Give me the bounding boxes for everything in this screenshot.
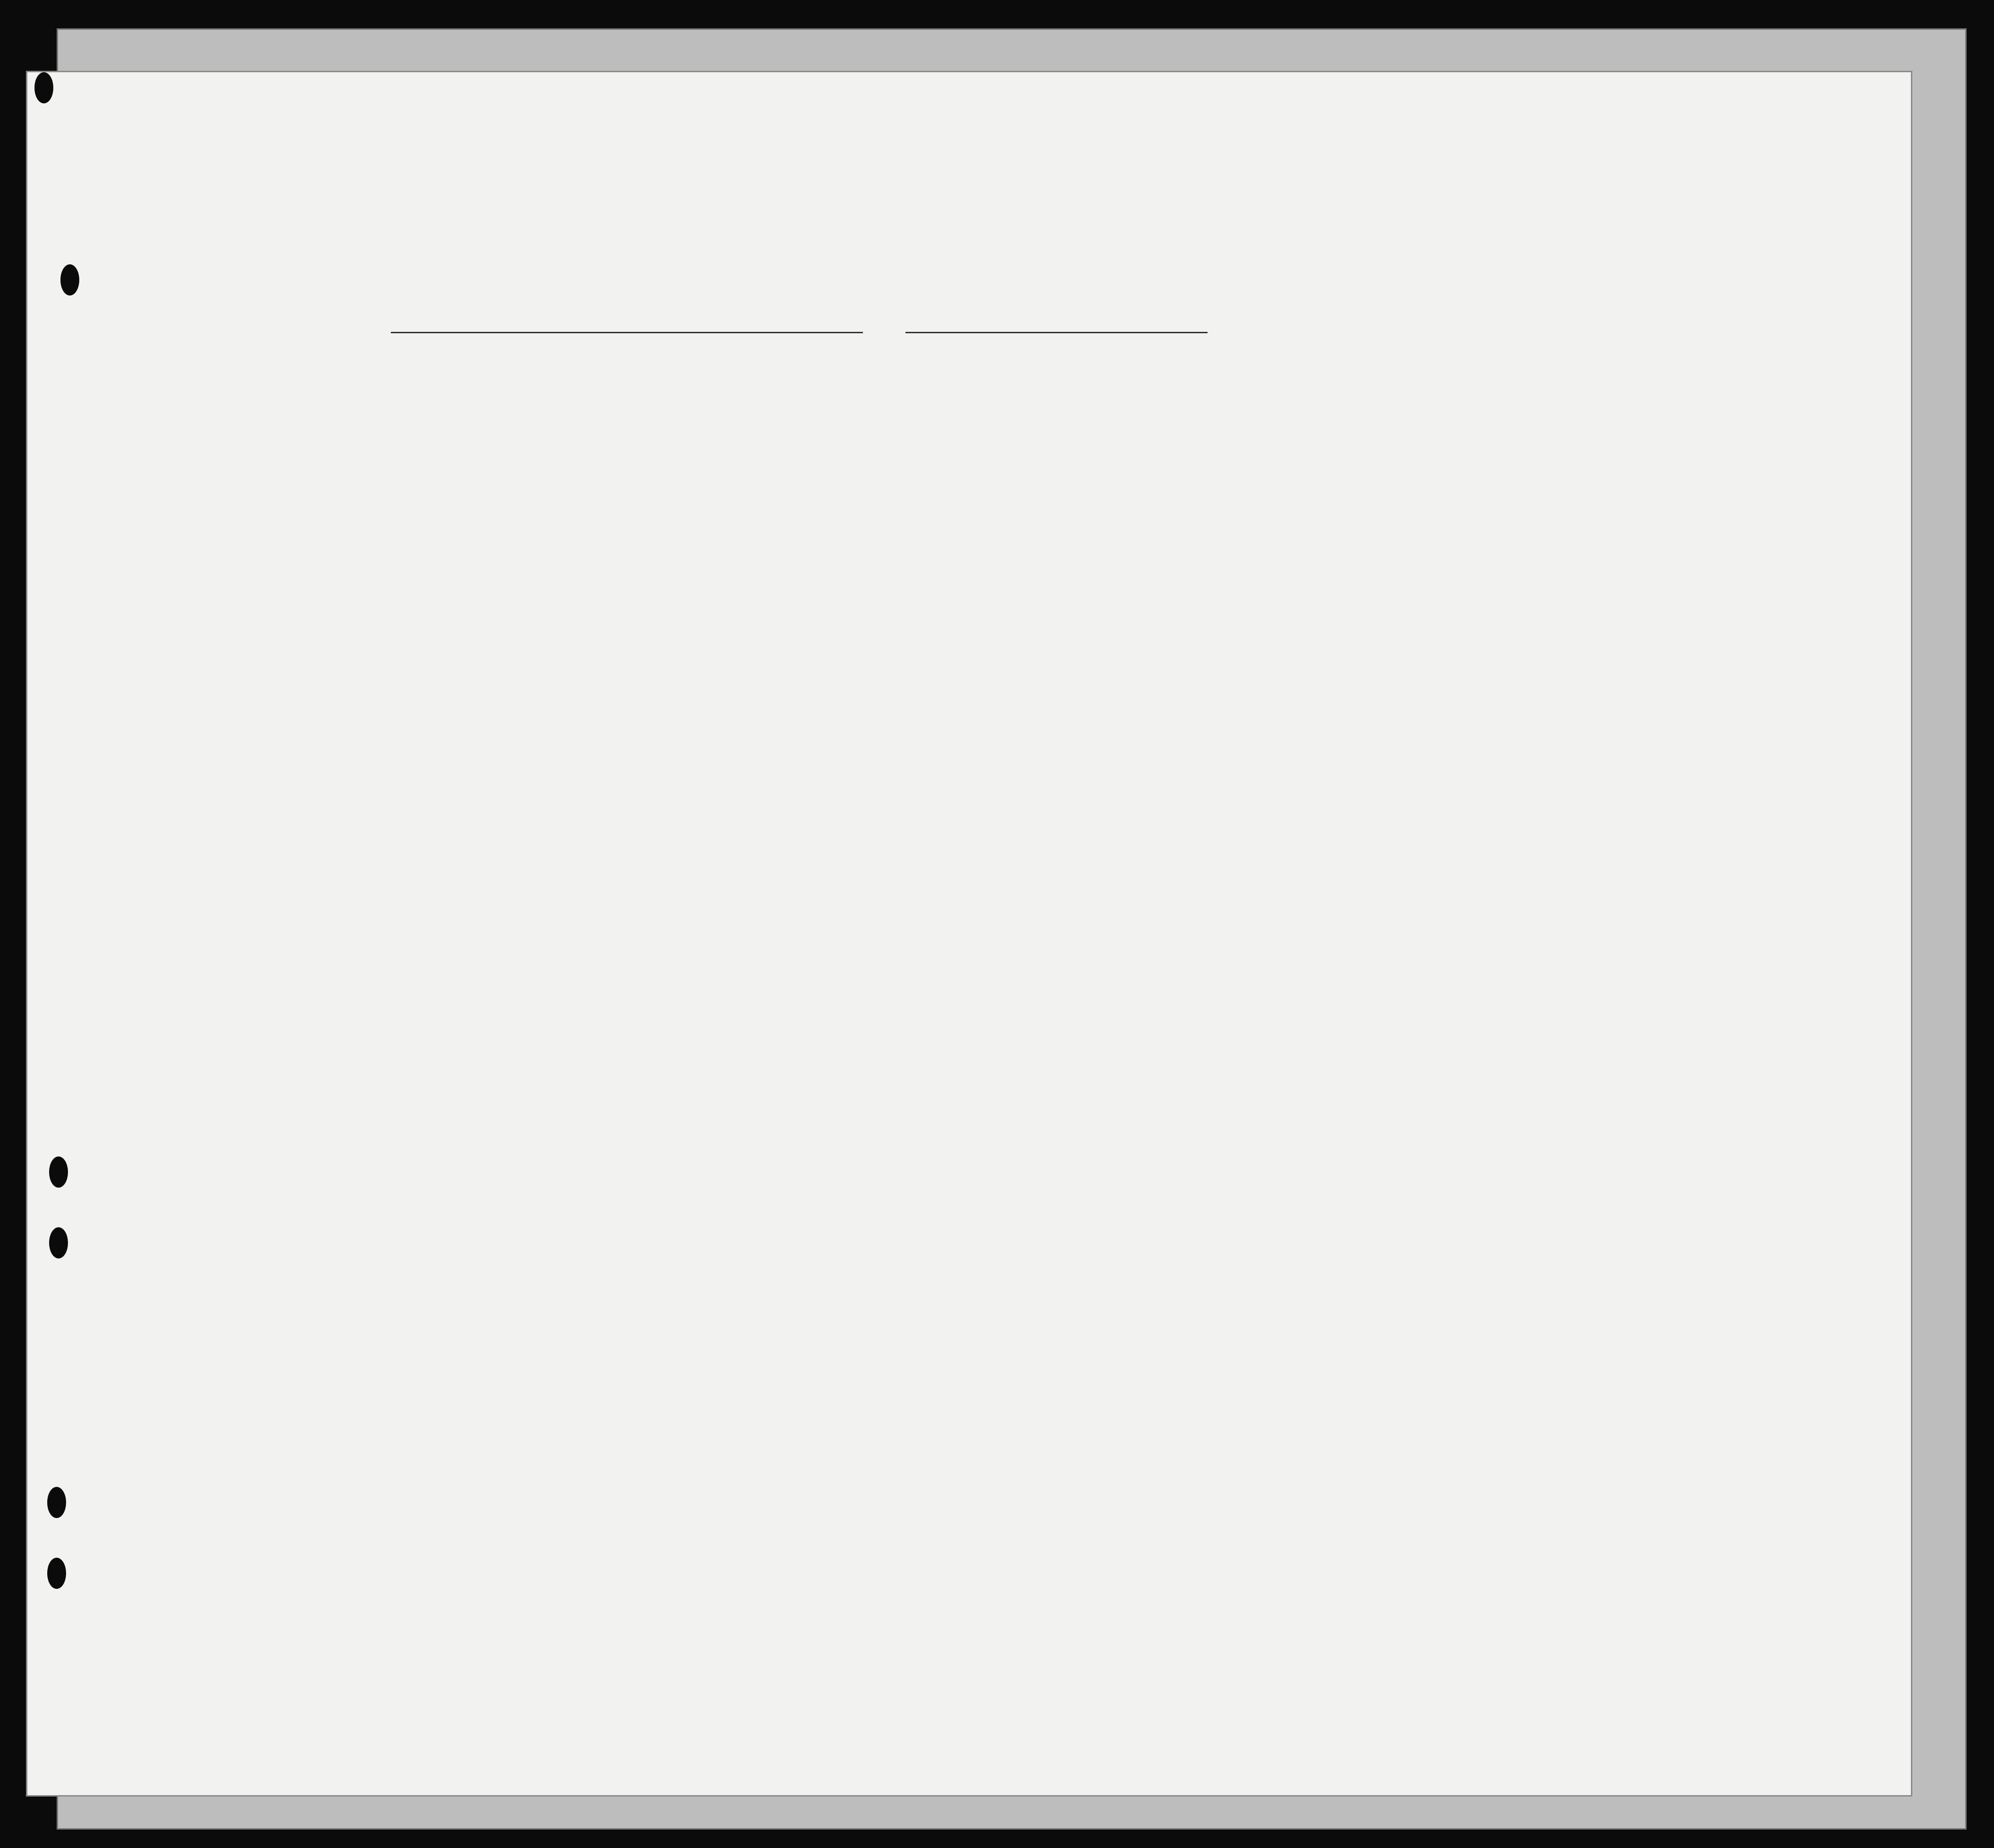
punch-hole [60, 264, 79, 295]
manifest-sheet [26, 71, 1912, 1797]
punch-hole [49, 1156, 68, 1188]
punch-hole [47, 1487, 66, 1518]
punch-hole [47, 1558, 66, 1589]
punch-hole [34, 72, 53, 103]
punch-hole [49, 1227, 68, 1258]
port-underline [391, 332, 863, 333]
date-underline [905, 332, 1208, 333]
page-subtitle [134, 257, 1691, 277]
